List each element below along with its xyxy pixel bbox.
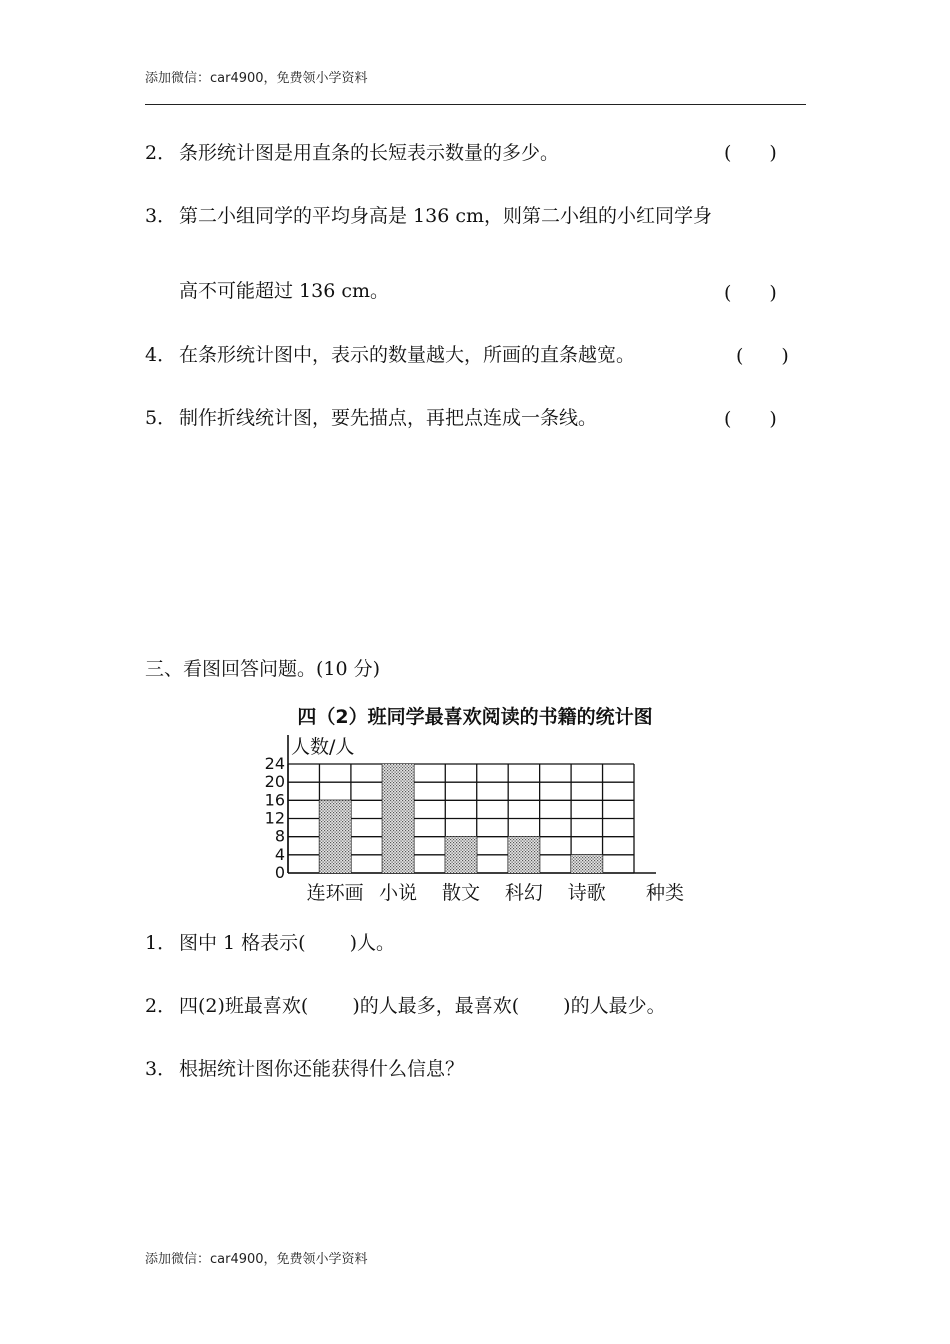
y-tick-label: 0	[274, 863, 285, 882]
x-category-label: 诗歌	[567, 882, 606, 904]
y-tick-label: 4	[274, 844, 285, 864]
question-3	[145, 1054, 464, 1081]
bar-chart	[0, 695, 950, 915]
x-axis-label: 种类	[646, 882, 685, 904]
x-category-label: 连环画	[306, 882, 364, 904]
y-tick-label: 20	[264, 772, 285, 792]
item-text: 第二小组同学的平均身高是 136 cm，则第二小组的小红同学身	[179, 205, 713, 227]
item-text: 在条形统计图中，表示的数量越大，所画的直条越宽。	[179, 344, 636, 366]
answer-paren[interactable]: ( )	[736, 345, 789, 367]
item-number: 3．	[145, 205, 177, 227]
answer-paren[interactable]: ( )	[724, 408, 777, 430]
x-category-label: 小说	[379, 882, 418, 904]
y-tick-label: 8	[274, 826, 285, 846]
question-text: 四(2)班最喜欢(	[179, 995, 309, 1017]
question-1	[145, 928, 395, 955]
judge-item-3-cont: 高不可能超过 136 cm。	[179, 280, 390, 302]
judge-item-5	[145, 403, 597, 430]
y-tick-label: 24	[264, 754, 285, 773]
answer-paren[interactable]: ( )	[724, 142, 777, 164]
x-category-label: 散文	[441, 882, 481, 904]
chart-title: 四（2）班同学最喜欢阅读的书籍的统计图	[297, 706, 653, 728]
item-number: 4．	[145, 344, 177, 366]
section-3-title: 三、看图回答问题。(10 分)	[145, 658, 381, 680]
bar-2	[382, 764, 413, 873]
question-text: )人。	[349, 932, 396, 954]
item-number: 5．	[145, 407, 177, 429]
y-axis-label: 人数/人	[291, 736, 355, 758]
question-number: 3．	[145, 1058, 177, 1080]
item-text: 条形统计图是用直条的长短表示数量的多少。	[179, 142, 560, 164]
x-category-label: 科幻	[504, 882, 543, 904]
judge-item-4	[145, 340, 635, 367]
item-text: 制作折线统计图，要先描点，再把点连成一条线。	[179, 407, 598, 429]
question-text: )的人最少。	[563, 995, 666, 1017]
question-text: 根据统计图你还能获得什么信息？	[179, 1058, 465, 1080]
answer-paren[interactable]: ( )	[724, 282, 777, 304]
bar-3	[445, 837, 476, 873]
page-footer: 添加微信：car4900，免费领小学资料	[145, 1252, 368, 1267]
question-number: 2．	[145, 995, 177, 1017]
question-text: 图中 1 格表示(	[179, 932, 306, 954]
header-divider	[145, 104, 806, 105]
question-text: )的人最多，最喜欢(	[352, 995, 520, 1017]
bar-5	[571, 855, 602, 873]
y-tick-label: 16	[264, 790, 285, 810]
item-number: 2．	[145, 142, 177, 164]
question-2	[145, 991, 666, 1018]
question-number: 1．	[145, 932, 177, 954]
judge-item-2	[145, 138, 559, 165]
bar-4	[508, 837, 539, 873]
bar-1	[319, 800, 350, 873]
page-header: 添加微信：car4900，免费领小学资料	[145, 71, 368, 86]
y-tick-label: 12	[264, 808, 285, 828]
judge-item-3	[145, 201, 712, 228]
